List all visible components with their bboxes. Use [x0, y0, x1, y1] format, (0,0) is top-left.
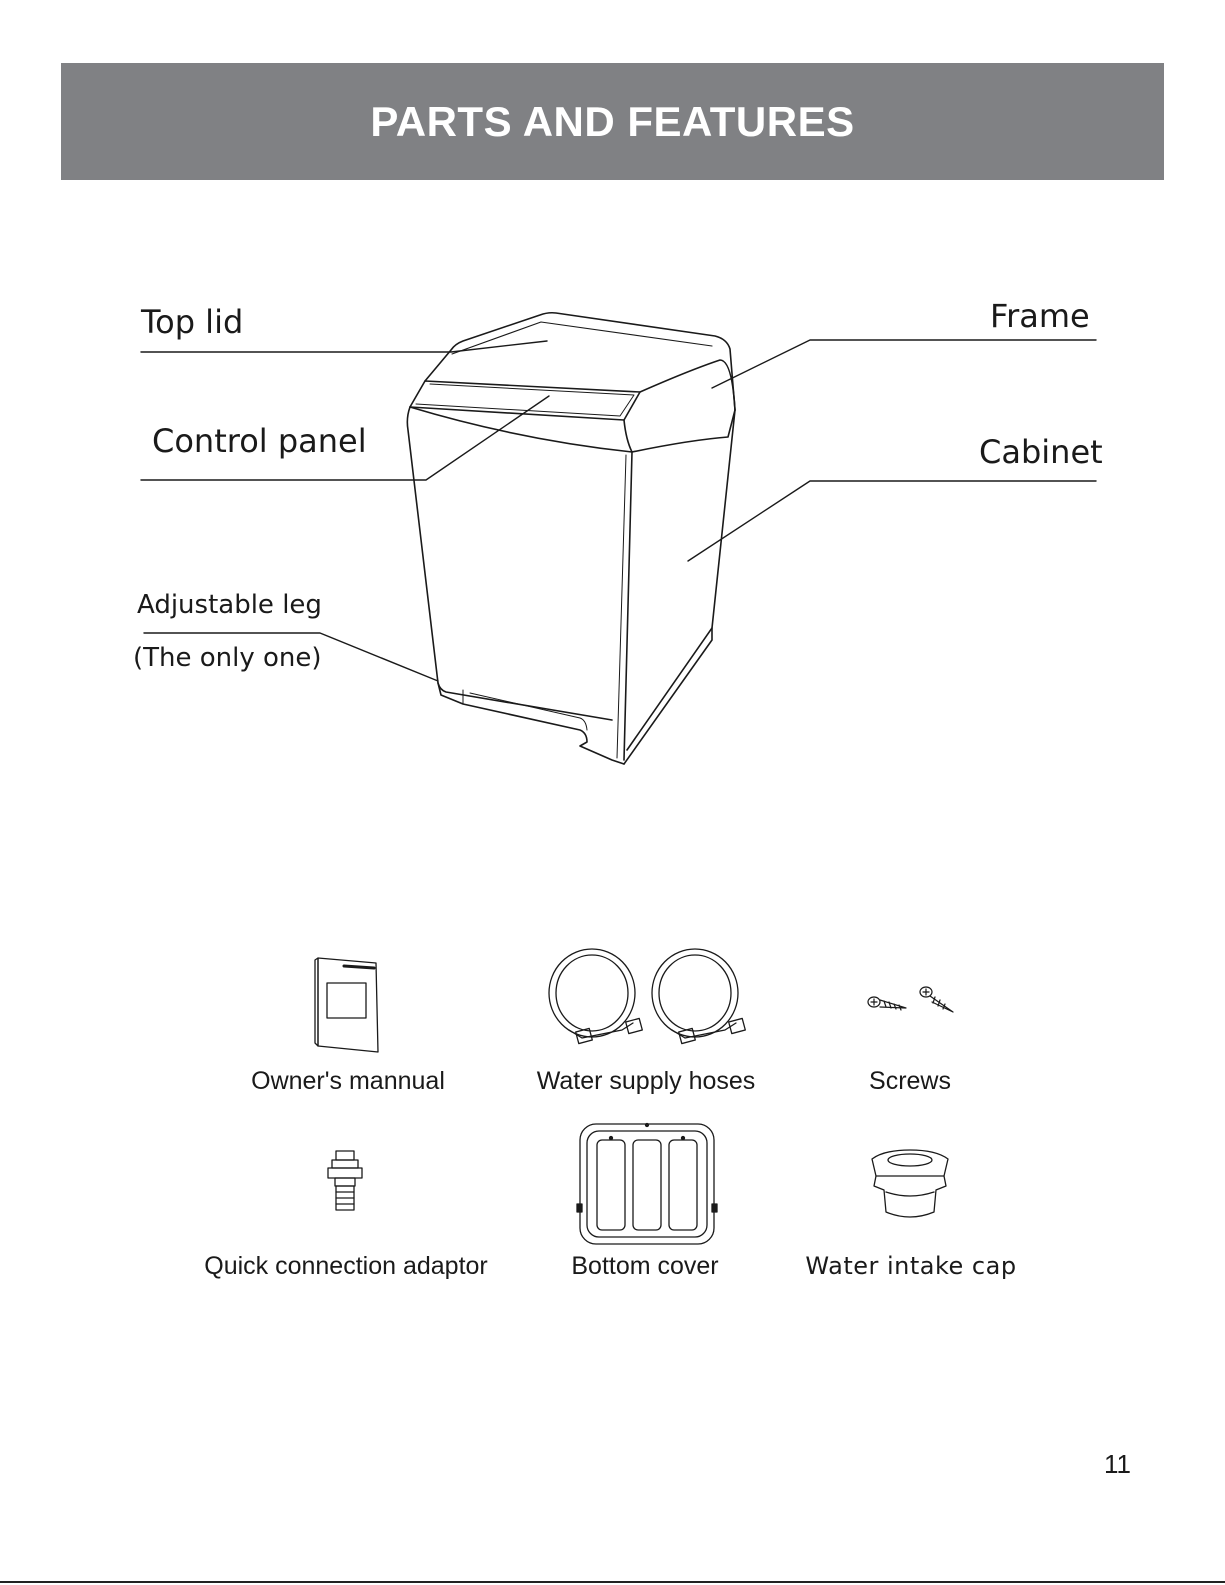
bottom-rule	[0, 1581, 1225, 1583]
leader-top-lid	[141, 341, 547, 352]
cabinet-side	[627, 410, 735, 750]
water-intake-cap-icon	[872, 1150, 948, 1217]
label-frame: Frame	[990, 297, 1090, 335]
label-adjustable-leg-note: (The only one)	[133, 643, 322, 673]
owners-manual-icon	[315, 958, 378, 1052]
screws-icon	[868, 987, 953, 1012]
control-panel-shape	[410, 381, 640, 420]
water-supply-hoses-icon	[549, 949, 745, 1044]
cabinet-front	[407, 407, 612, 720]
label-water-intake-cap: Water intake cap	[805, 1252, 1017, 1280]
page-title: PARTS AND FEATURES	[370, 97, 855, 145]
leader-frame	[712, 340, 1096, 388]
bottom-cover-icon	[577, 1124, 717, 1245]
label-cabinet: Cabinet	[979, 433, 1103, 471]
label-owners-manual: Owner's mannual	[251, 1067, 445, 1095]
leader-cabinet	[688, 481, 1096, 561]
label-control-panel: Control panel	[152, 422, 367, 460]
label-quick-connection-adaptor: Quick connection adaptor	[204, 1252, 488, 1280]
label-top-lid: Top lid	[141, 303, 244, 341]
leader-adjustable-leg	[144, 633, 438, 681]
label-screws: Screws	[869, 1067, 951, 1095]
washing-machine-drawing	[407, 313, 735, 764]
frame-shape	[632, 360, 735, 452]
label-bottom-cover: Bottom cover	[571, 1252, 719, 1280]
quick-connection-adaptor-icon	[328, 1151, 362, 1210]
page-number: 11	[1104, 1449, 1131, 1479]
label-water-supply-hoses: Water supply hoses	[536, 1067, 756, 1095]
label-adjustable-leg: Adjustable leg	[137, 590, 322, 620]
